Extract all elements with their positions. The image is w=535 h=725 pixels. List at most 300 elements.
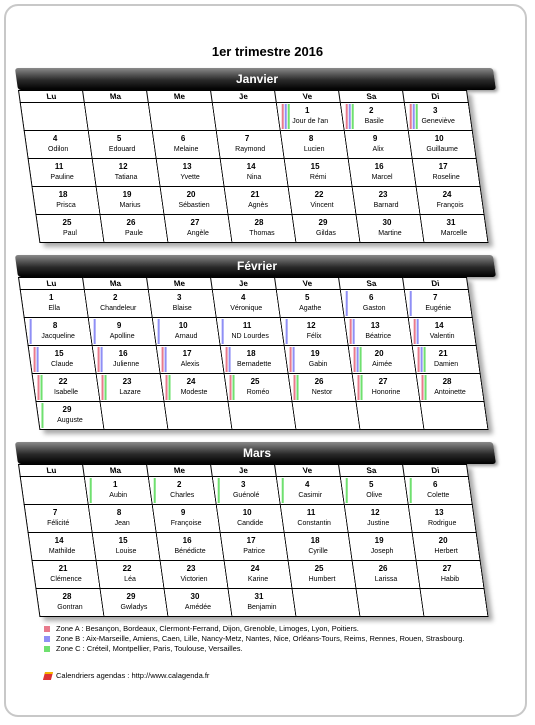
day-cell-content [411,505,474,532]
day-cell[interactable] [412,346,480,374]
day-cell[interactable] [348,159,416,187]
day-cell[interactable] [276,103,344,131]
zone-b-swatch [44,636,50,642]
saint-name: Honorine [371,389,401,396]
day-number: 17 [246,536,256,545]
day-cell[interactable] [220,533,288,561]
day-cell-content [279,290,342,317]
day-number: 28 [254,218,264,227]
saint-name: Candide [237,520,264,527]
weekday-header: Sa [339,465,405,477]
day-cell[interactable] [220,346,288,374]
day-cell[interactable] [284,533,352,561]
day-cell[interactable] [348,346,416,374]
day-number: 6 [368,293,374,302]
day-cell[interactable] [216,131,284,159]
day-cell[interactable] [92,533,160,561]
week-row [28,159,480,187]
day-number: 6 [180,134,186,143]
day-number: 9 [116,321,122,330]
day-cell[interactable] [416,561,484,589]
day-cell[interactable] [212,477,280,505]
day-number: 10 [178,321,188,330]
day-cell-content [355,374,418,401]
day-cell-content [415,533,478,560]
day-cell-content [87,290,150,317]
day-cell[interactable] [408,131,476,159]
day-cell[interactable] [152,318,220,346]
day-cell[interactable] [216,505,284,533]
day-number: 24 [186,377,196,386]
empty-cell [84,103,152,131]
empty-cell [164,402,232,430]
day-number: 9 [180,508,186,517]
day-cell[interactable] [292,215,360,243]
saint-name: Léa [124,576,136,583]
day-cell[interactable] [92,346,160,374]
week-row [36,402,488,430]
day-cell[interactable] [420,215,488,243]
day-number: 26 [314,377,324,386]
day-cell[interactable] [220,159,288,187]
week-row [36,215,488,243]
day-number: 25 [314,564,324,573]
day-cell-content [31,533,94,560]
saint-name: Raymond [235,146,266,153]
day-number: 13 [370,321,380,330]
day-number: 26 [378,564,388,573]
legend-zone-c [44,644,465,654]
day-cell[interactable] [160,374,228,402]
day-number: 25 [62,218,72,227]
weekday-header: Sa [339,278,405,290]
day-number: 31 [254,592,264,601]
saint-name: Amédée [184,604,211,611]
day-number: 11 [306,508,316,517]
day-cell-content [343,477,406,504]
week-row [24,131,476,159]
saint-name: Constantin [297,520,331,527]
weekday-header: Ve [275,278,341,290]
day-cell-content [287,159,350,186]
saint-name: Humbert [308,576,336,583]
day-number: 26 [126,218,136,227]
day-number: 30 [190,592,200,601]
day-number: 23 [186,564,196,573]
day-cell[interactable] [288,561,356,589]
day-cell-content [91,318,154,345]
day-number: 19 [310,349,320,358]
saint-name: Roméo [246,389,270,396]
day-cell[interactable] [164,215,232,243]
day-cell[interactable] [404,103,472,131]
saint-name: Auguste [57,417,83,424]
saint-name: Nina [246,174,262,181]
legend-zone-a-text: Zone A : Besançon, Bordeaux, Clermont-Ferrand, Dijon, Grenoble, Limoges, Lyon, Poitiers. [56,624,359,633]
day-cell[interactable] [348,533,416,561]
day-cell-content [223,159,286,186]
weekday-header: Je [211,91,277,103]
day-cell-content [91,505,154,532]
day-number: 25 [250,377,260,386]
day-cell[interactable] [28,159,96,187]
day-cell[interactable] [212,290,280,318]
day-cell[interactable] [416,374,484,402]
day-cell[interactable] [412,159,480,187]
day-cell-content [411,318,474,345]
day-number: 8 [116,508,122,517]
page-title: 1er trimestre 2016 [211,44,324,59]
day-cell-content [279,103,342,130]
day-cell-content [102,589,165,616]
day-cell-content [87,477,150,504]
day-number: 29 [126,592,136,601]
day-cell[interactable] [36,215,104,243]
day-cell[interactable] [284,346,352,374]
saint-name: Guillaume [426,146,458,153]
week-row [24,505,476,533]
saint-name: Yvette [180,174,200,181]
saint-name: Chandeleur [100,305,137,312]
saint-name: Louise [115,548,137,555]
day-cell[interactable] [216,318,284,346]
day-cell[interactable] [344,318,412,346]
day-cell-content [99,187,162,214]
weekday-header: Di [403,91,469,103]
day-number: 4 [240,293,246,302]
day-cell-content [294,215,357,242]
saint-name: Justine [367,520,390,527]
day-cell[interactable] [280,131,348,159]
day-cell[interactable] [88,505,156,533]
month-grid [18,464,489,617]
day-cell-content [227,187,290,214]
day-number: 29 [318,218,328,227]
saint-name: Gontran [57,604,83,611]
empty-cell [228,402,296,430]
day-number: 8 [308,134,314,143]
day-cell[interactable] [156,346,224,374]
day-cell[interactable] [408,318,476,346]
day-cell-content [351,346,414,373]
day-number: 12 [370,508,380,517]
day-cell[interactable] [344,505,412,533]
day-cell[interactable] [340,290,408,318]
day-number: 1 [304,106,310,115]
saint-name: Claude [51,361,74,368]
day-cell[interactable] [32,374,100,402]
saint-name: Gwladys [120,604,148,611]
day-cell[interactable] [96,561,164,589]
day-number: 29 [62,405,72,414]
day-cell-content [291,374,354,401]
week-row [28,533,480,561]
day-cell[interactable] [288,187,356,215]
weekday-header: Me [147,91,213,103]
day-cell[interactable] [148,290,216,318]
day-cell-content [38,589,101,616]
day-cell-content [163,561,226,588]
saint-name: Jacqueline [41,333,75,340]
day-cell[interactable] [228,215,296,243]
saint-name: Antoinette [434,389,466,396]
saint-name: Thomas [249,230,275,237]
day-number: 28 [62,592,72,601]
day-cell[interactable] [100,215,168,243]
day-cell[interactable] [92,159,160,187]
saint-name: Bernadette [236,361,272,368]
day-cell[interactable] [276,477,344,505]
day-cell[interactable] [156,159,224,187]
day-number: 20 [374,349,384,358]
saint-name: Benjamin [247,604,277,611]
day-number: 7 [52,508,58,517]
day-number: 1 [48,293,54,302]
day-cell[interactable] [84,477,152,505]
week-row [20,477,472,505]
day-cell[interactable] [352,374,420,402]
day-cell[interactable] [20,290,88,318]
day-cell[interactable] [344,131,412,159]
day-cell-content [163,187,226,214]
week-row [32,561,484,589]
day-cell[interactable] [88,318,156,346]
day-cell[interactable] [152,131,220,159]
day-cell-content [351,533,414,560]
saint-name: Clémence [50,576,82,583]
day-number: 18 [246,349,256,358]
day-cell-content [155,131,218,158]
day-cell[interactable] [100,589,168,617]
day-cell[interactable] [32,561,100,589]
saint-name: Jean [114,520,130,527]
day-number: 3 [240,480,246,489]
day-cell[interactable] [288,374,356,402]
day-cell[interactable] [36,402,104,430]
saint-name: Félicité [47,520,70,527]
saint-name: Véronique [230,305,263,312]
day-cell[interactable] [224,374,292,402]
day-cell[interactable] [340,103,408,131]
day-number: 17 [182,349,192,358]
day-cell[interactable] [32,187,100,215]
day-number: 17 [438,162,448,171]
day-cell[interactable] [276,290,344,318]
day-cell[interactable] [84,290,152,318]
day-number: 15 [310,162,320,171]
saint-name: Joseph [370,548,394,555]
saint-name: Casimir [298,492,323,499]
day-number: 5 [116,134,122,143]
day-number: 27 [442,564,452,573]
day-cell-content [230,589,293,616]
day-cell[interactable] [404,290,472,318]
day-cell-content [215,477,278,504]
day-cell-content [358,215,421,242]
day-number: 2 [112,293,118,302]
month-name: Février [236,259,278,273]
weekday-header: Ma [83,278,149,290]
day-cell-content [291,187,354,214]
day-cell[interactable] [28,533,96,561]
saint-name: Victorien [180,576,208,583]
saint-name: Roseline [432,174,460,181]
day-cell[interactable] [408,505,476,533]
day-number: 22 [122,564,132,573]
day-cell[interactable] [156,533,224,561]
day-number: 30 [382,218,392,227]
day-cell-content [99,374,162,401]
day-cell[interactable] [96,187,164,215]
day-cell-content [422,215,485,242]
month-grid [18,277,489,430]
saint-name: Nestor [311,389,333,396]
day-cell[interactable] [36,589,104,617]
day-cell[interactable] [352,187,420,215]
weekday-header: Lu [19,278,85,290]
day-number: 12 [306,321,316,330]
week-row [28,346,480,374]
saint-name: François [436,202,464,209]
day-number: 31 [446,218,456,227]
day-cell[interactable] [412,533,480,561]
day-cell-content [291,561,354,588]
saint-name: Modeste [180,389,208,396]
day-cell-content [155,505,218,532]
day-number: 23 [378,190,388,199]
day-cell-content [415,159,478,186]
day-cell-content [159,533,222,560]
saint-name: Alix [372,146,384,153]
day-number: 4 [52,134,58,143]
day-cell-content [347,318,410,345]
footer-link[interactable]: Calendriers agendas : http://www.calagenda.fr [56,671,210,680]
empty-cell [356,402,424,430]
saint-name: Guénolé [232,492,260,499]
day-cell[interactable] [96,374,164,402]
day-cell[interactable] [164,589,232,617]
saint-name: Lazare [119,389,141,396]
day-cell[interactable] [340,477,408,505]
zone-legend [44,624,465,654]
legend-zone-b-text: Zone B : Aix-Marseille, Amiens, Caen, Lille, Nancy-Metz, Nantes, Nice, Orléans-Tours, Reims, Rennes, Rouen, Strasbourg. [56,634,465,643]
month-name: Janvier [235,72,279,86]
day-cell[interactable] [228,589,296,617]
day-number: 1 [112,480,118,489]
day-number: 19 [122,190,132,199]
day-cell[interactable] [160,187,228,215]
day-number: 5 [368,480,374,489]
saint-name: Apolline [109,333,135,340]
day-cell-content [31,159,94,186]
day-cell[interactable] [24,318,92,346]
day-cell[interactable] [280,505,348,533]
saint-name: Ella [48,305,61,312]
month-grid [18,90,489,243]
day-cell[interactable] [416,187,484,215]
legend-zone-b [44,634,465,644]
day-cell[interactable] [224,187,292,215]
saint-name: Valentin [429,333,455,340]
day-number: 7 [244,134,250,143]
day-number: 14 [246,162,256,171]
weekday-header: Di [403,465,469,477]
empty-cell [420,402,488,430]
day-cell[interactable] [280,318,348,346]
day-cell-content [227,561,290,588]
day-number: 21 [250,190,260,199]
day-number: 7 [432,293,438,302]
legend-zone-c-text: Zone C : Créteil, Montpellier, Paris, Toulouse, Versailles. [56,644,243,653]
saint-name: Colette [427,492,450,499]
day-cell-content [151,290,214,317]
empty-cell [292,402,360,430]
day-number: 11 [54,162,64,171]
day-cell[interactable] [24,131,92,159]
empty-cell [212,103,280,131]
saint-name: Gildas [316,230,336,237]
saint-name: Agnès [248,202,268,209]
day-cell-content [27,505,90,532]
day-cell[interactable] [88,131,156,159]
saint-name: Marius [119,202,141,209]
day-cell[interactable] [404,477,472,505]
day-cell-content [151,477,214,504]
saint-name: Marcel [371,174,393,181]
weekday-header: Me [147,278,213,290]
saint-name: Cyrille [308,548,328,555]
day-cell[interactable] [160,561,228,589]
saint-name: Françoise [170,520,202,527]
day-cell-content [411,131,474,158]
day-cell[interactable] [284,159,352,187]
day-cell-content [407,290,470,317]
saint-name: Larissa [374,576,398,583]
day-cell[interactable] [224,561,292,589]
day-cell-content [287,533,350,560]
saint-name: Karine [247,576,269,583]
empty-cell [20,477,88,505]
saint-name: Aubin [109,492,128,499]
saint-name: Mathilde [48,548,76,555]
day-number: 2 [176,480,182,489]
empty-cell [100,402,168,430]
day-cell[interactable] [28,346,96,374]
day-cell-content [38,215,101,242]
day-cell-content [35,187,98,214]
day-cell-content [351,159,414,186]
day-cell[interactable] [352,561,420,589]
day-cell-content [219,131,282,158]
saint-name: Barnard [373,202,399,209]
day-cell[interactable] [148,477,216,505]
day-number: 2 [368,106,374,115]
day-cell[interactable] [356,215,424,243]
saint-name: Edouard [108,146,136,153]
day-cell[interactable] [152,505,220,533]
day-cell[interactable] [24,505,92,533]
day-number: 13 [182,162,192,171]
empty-cell [148,103,216,131]
day-cell-content [219,318,282,345]
day-cell-content [91,131,154,158]
day-cell-content [31,346,94,373]
day-cell-content [419,561,482,588]
day-cell-content [159,159,222,186]
week-row [32,374,484,402]
empty-cell [20,103,88,131]
day-number: 21 [58,564,68,573]
